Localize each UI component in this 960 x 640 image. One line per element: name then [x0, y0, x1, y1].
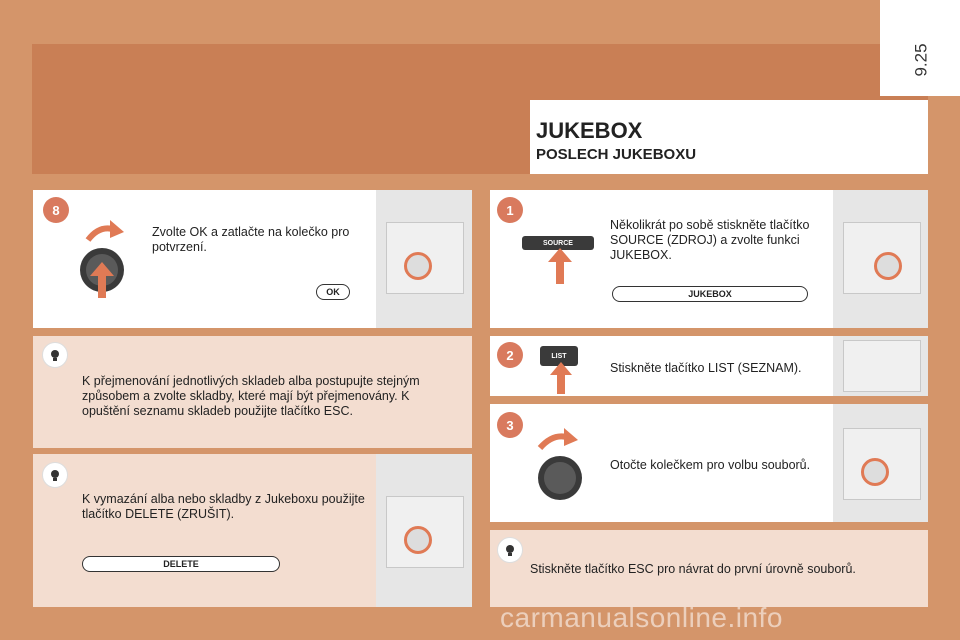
step-1-badge: 1	[497, 197, 523, 223]
source-button-icon: SOURCE	[522, 236, 594, 250]
step-8-dial-highlight	[404, 252, 432, 280]
tip-2-panel	[33, 454, 376, 607]
step-3-badge: 3	[497, 412, 523, 438]
delete-pill: DELETE	[82, 556, 280, 572]
lightbulb-icon	[42, 342, 68, 368]
tip-2-dial-highlight	[404, 526, 432, 554]
step-2-badge: 2	[497, 342, 523, 368]
step-8-badge: 8	[43, 197, 69, 223]
step-3-dial-highlight	[861, 458, 889, 486]
tip-3-text: Stiskněte tlačítko ESC pro návrat do první úrovně souborů.	[530, 562, 856, 576]
lightbulb-icon	[497, 537, 523, 563]
rotate-knob-icon	[530, 424, 590, 504]
tip-1-text: K přejmenování jednotlivých skladeb alba postupujte stejným způsobem a zvolte skladby, které mají být přejmenovány. K opuštění seznamu skladeb použijte tlačítko ESC.	[82, 374, 420, 418]
step-2-text: Stiskněte tlačítko LIST (SEZNAM).	[610, 361, 802, 375]
tip-2-text: K vymazání alba nebo skladby z Jukeboxu použijte tlačítko DELETE (ZRUŠIT).	[82, 492, 365, 521]
step-1-source-highlight	[874, 252, 902, 280]
watermark: carmanualsonline.info	[500, 602, 783, 633]
press-arrow-icon	[550, 362, 572, 394]
ok-pill: OK	[316, 284, 350, 300]
page-subtitle: POSLECH JUKEBOXU	[536, 146, 697, 163]
step-8-knob-icon	[80, 218, 130, 308]
step-2-control-panel-icon	[843, 340, 921, 392]
step-8-text: Zvolte OK a zatlačte na kolečko pro potvrzení.	[152, 225, 350, 254]
press-arrow-icon	[548, 246, 572, 286]
lightbulb-icon	[42, 462, 68, 488]
page-number: 9.25	[911, 43, 931, 77]
page-title: JUKEBOX	[536, 118, 643, 143]
jukebox-pill: JUKEBOX	[612, 286, 808, 302]
list-button-icon: LIST	[540, 346, 578, 366]
step-1-text: Několikrát po sobě stiskněte tlačítko SOURCE (ZDROJ) a zvolte funkci JUKEBOX.	[610, 218, 810, 262]
step-3-text: Otočte kolečkem pro volbu souborů.	[610, 458, 811, 472]
